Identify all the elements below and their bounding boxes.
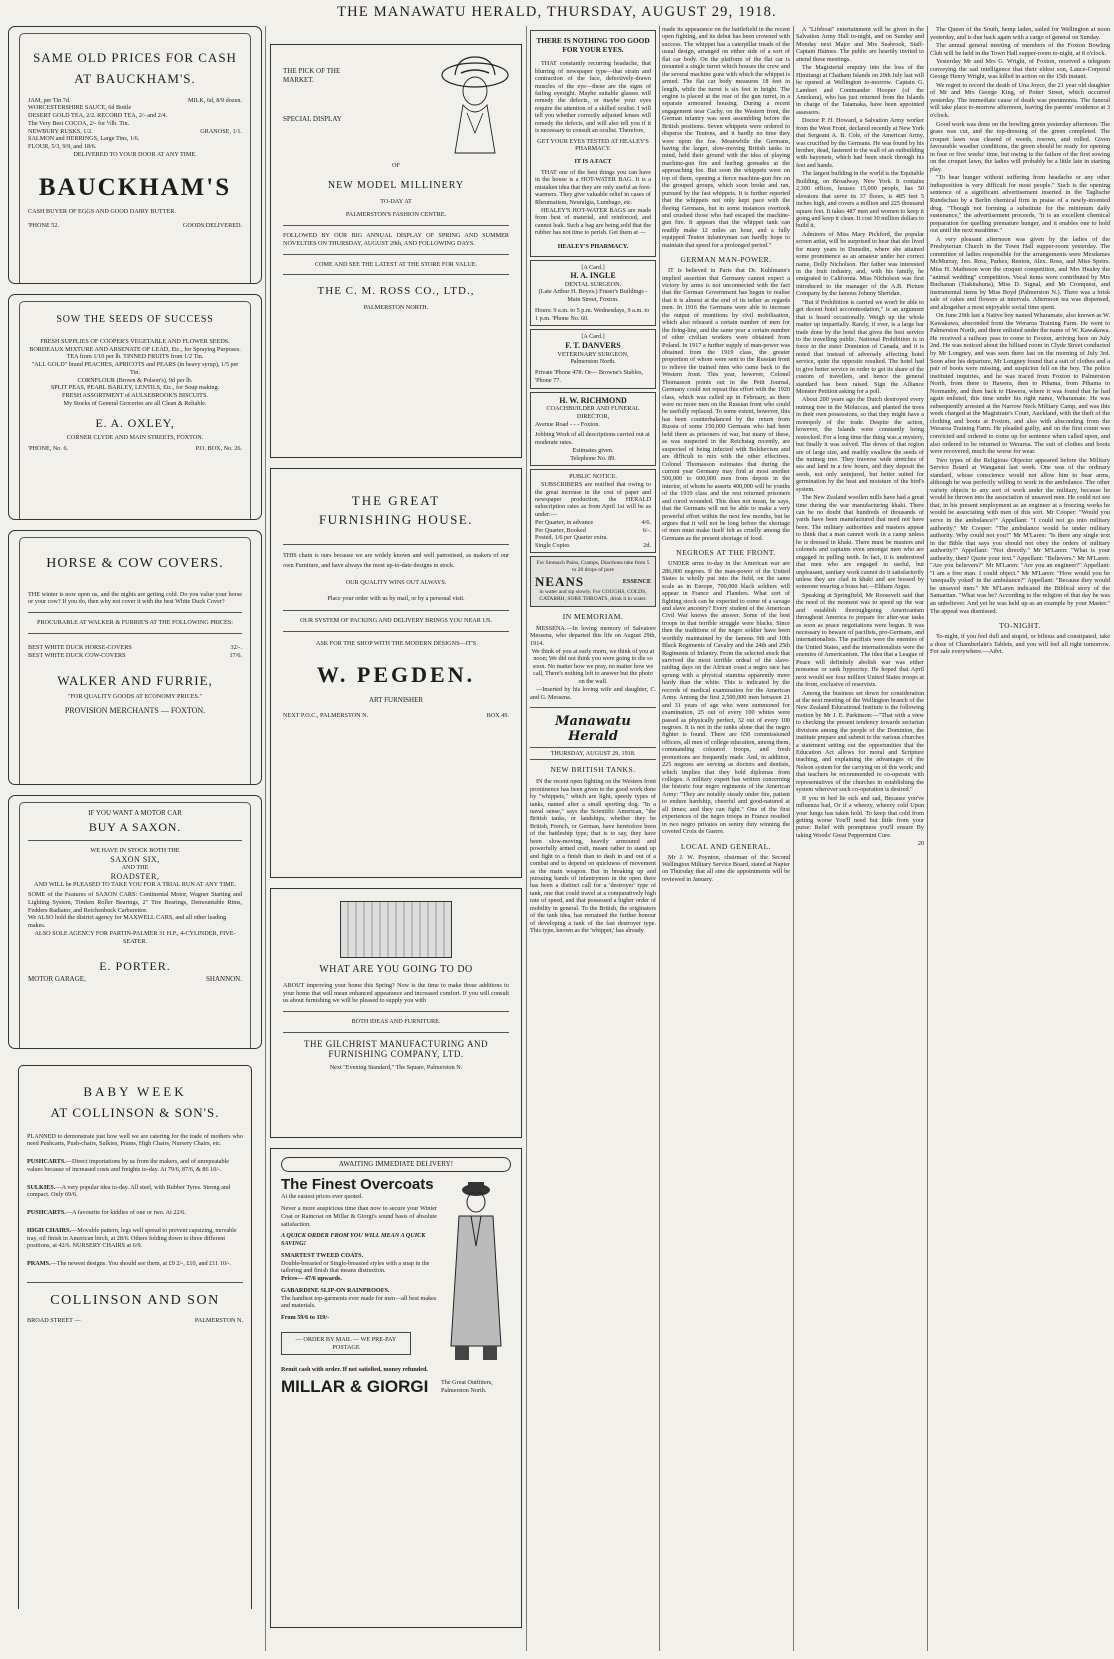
walker-title: HORSE & COW COVERS.	[46, 556, 224, 571]
millar-name: MILLAR & GIORGI	[281, 1376, 429, 1396]
millar-sub: At the easiest prices ever quoted.	[281, 1193, 363, 1201]
price-line: MILK, 6d, 8/9 dozen.	[188, 96, 242, 104]
healey-text: THAT constantly recurring headache, that blurring of newspaper type—that strain and contraction of the face, defectively-drawn muscles of the eye—these are the signs of failing eyesight. Maybe suitable glasses will remedy the defects, or maybe your eyes require the attention of a skilled oculist. I will tell you whether correctly adjusted lenses will remedy the defects, and will also tell you if it is necessary to consult an oculist. Therefore,	[535, 60, 651, 135]
column-5	[796, 26, 924, 1651]
healey-fact-text: THAT one of the best things you can have in the house is a HOT-WATER BAG. It is a mistaken idea that they are only useful as foot-warmers. They give valuable relief in cases of Rheumatism, Neuralgia, Lumbago, etc.	[535, 168, 651, 206]
oxley-line: TEA from 1/10 per lb. TINNED FRUITS from 1/2 Tin.	[66, 353, 204, 361]
collinson-prams: PRAMS.	[27, 1260, 51, 1268]
millar-tweed-text: Double-breasted or Single-breasted styles with a snap in the tailoring and finish that means distinction.	[281, 1259, 430, 1275]
card-richmond	[530, 392, 656, 467]
price-line: FLOUR, 5/3, 9/9, and 18/6.	[28, 143, 97, 151]
walker-furrie-ad	[8, 530, 262, 785]
herald-text: IN the recent open fighting on the Western front prominence has been given to the good work done by "whippets," which are light, speedy types of tanks, named after a small sporting dog. "In a naval sense," says the Scientific American, "the British tanks, or landships, whether they be British, French, or German, have heretofore been of the battleship type; that is to say, they have been slow-moving, heavily armoured and powerfully armed craft, meant rather to stand up and fight to a finish than to dash in and out of a combat and to depend on quickness of movement as the main weapon. But in breaking up and pursuing bands of infantrymen in the open there has been a distinct call for a 'destroyer' type of tank, one that could travel at a comparatively high rate of speed, and that possessed a higher order of mobility in general. To the British, the originators of the tank idea, has remained the further honour of developing a tank of the fast destroyer type. This type, known as the 'whippet,' has already	[530, 778, 656, 935]
man-in-overcoat-illustration	[441, 1176, 511, 1366]
column-4	[662, 26, 790, 1651]
collinson-highchairs-text: —Movable pattern, legs well spread to prevent capsizing, movable tray, oil finish in American birch, at 28/6. Others folding down to three different positions, at 42/6. NURSERY CHAIRS at 6/9.	[27, 1226, 237, 1250]
porter-features: SOME of the Features of SAXON CARS: Continental Motor, Wagner Starting and Lighting System, Timken Roller Bearings, 2" Tire Bearings, Demountable Rims, Fedders Radiator, and Reichenbuck Carburettor.	[28, 891, 242, 914]
neans-brand: NEANS	[535, 573, 585, 589]
millar-prices-2: From 59/6 to 119/-	[281, 1314, 330, 1322]
card-ingle	[530, 260, 656, 327]
news-paragraph: To-night, if you feel dull and stupid, or bilious and constipated, take a dose of Chamberlain's Tablets, and you will feel all right tomorrow. For sale everywhere.—Advt.	[930, 633, 1110, 656]
danvers-phone: Private 'Phone 478. Or— Browne's Stables, 'Phone 77.	[535, 369, 643, 384]
ross-special: SPECIAL DISPLAY	[283, 114, 342, 123]
article-paragraph: made its appearance on the battlefield in the recent open fighting, and its debut has been crowned with success. The whippet has a caterpillar treads of the usual design, arranged on either side of a sort of flat car body. On the platform of the flat car is mounted a single turret which houses the crew and the several machine guns with which the whippet is armed. The flat car body measures 18 feet in length, while the turret is six feet in height. The engine is placed at the rear of the gun turret, in a separate armoured housing. During a recent engagement near Cachy, on the Western front, the German infantry was seen assembling before the British positions. Seven whippets were ordered to disperse the Teutons, and it hardly no time they were upon the foe. Meanwhile the Germans, having the larger, slow-moving British tanks in mind, held their ground with the idea of playing machine-gun fire and hurling grenades at the approaching foe. But soon the whippets were on top of them, opening a fierce machine-gun fire on the grouped groups, which soon broke and ran, pursued by the fast whippets. It is further reported that the whippets not only kept pace with the fleeing Germans, but in some instances overtook and crushed those who had escaped the machine-gun fire. It appears that the whippet tank can readily make 12 miles an hour, and a fully equipped Teuton infantryman can hardly hope to maintain that speed for a prolonged period."	[662, 26, 790, 249]
bauckham-cash: CASH BUYER OF EGGS AND GOOD DAIRY BUTTER.	[28, 208, 176, 216]
ingle-text: (Late Arthur H. Boyes.) Fraser's Buildings - Main Street, Foxton.	[538, 288, 648, 304]
oxley-line: FRESH ASSORTMENT of AULSEBROOK'S BISCUITS.	[62, 392, 208, 400]
gilchrist-ad	[270, 888, 522, 1138]
pegden-place: Place your order with us by mail, or by a personal visit.	[327, 595, 465, 603]
ross-millinery: NEW MODEL MILLINERY	[327, 179, 465, 191]
price-line: The Very Best COCOA, 2/- for ½lb. Tin.	[28, 119, 130, 127]
collinson-prams-text: —The newest designs. You should see them, at £9 2/-, £10, and £11 10/-.	[50, 1260, 232, 1268]
article-heading: LOCAL AND GENERAL.	[680, 841, 772, 851]
walker-item: BEST WHITE DUCK COW-COVERS	[28, 651, 126, 659]
ross-of: OF	[392, 162, 400, 169]
collinson-pushcarts: PUSHCARTS.	[27, 1158, 66, 1166]
memoriam-verse: We think of you at early morn, we think of you at noon; We did not think you were going to die so soon. No matter how we pray, no matter how we call, There's nothing left to answer but the photo on the wall.	[531, 647, 655, 685]
collinson-pushcarts-text: —Direct importations by us from the makers, and of unrepeatable values because of increased costs and freights to-day. At 79/6, 87/6, & 86 10/-.	[27, 1158, 230, 1173]
news-paragraph: If you in bed lie sick and sad, Because you've influenza bad, Or if a wheezy, wheezy cold Upon your lungs has taken hold. To keep that cold from getting worse You'll need but little from your purse: Relief with promptness you'll ensure By taking Woods' Great Peppermint Cure.	[796, 794, 924, 839]
walker-procurable: PROCURABLE AT WALKER & FURRIE'S AT THE FOLLOWING PRICES:	[37, 619, 233, 627]
news-paragraph: Speaking at Springfield, Mr Roosevelt said that the need of the moment was to speed up the war and establish thoroughgoing Americanism throughout America to prepare for after-war tasks as soon as peace negotiations were begun. It was necessary to beware of pacifists, pro-Germans, and internationalists. The pacifists were the enemies of the United States, and the internationalists were the enemies of Americanism. The idea that a League of Peace will definitely abolish war was either nonsense or rank hypocrisy. He hoped that April next would see four million United States troops at the front, exclusive of reservists.	[796, 591, 924, 689]
article-heading: NEGROES AT THE FRONT.	[676, 548, 776, 558]
walker-name: WALKER AND FURRIE,	[57, 673, 213, 689]
herald-date: THURSDAY, AUGUST 29, 1918.	[550, 749, 636, 757]
column-3	[530, 26, 656, 1651]
pegden-title-1: THE GREAT	[351, 493, 441, 508]
column-6	[930, 26, 1110, 1651]
news-paragraph: The largest building in the world is the Equitable Building, on Broadway, New York. It contains 2,300 offices, houses 15,000 people, has 50 elevators that serve its 37 floors, is 485 feet 5 inches high, and covers a million and 225 thousand square feet. It takes 487 men and women to keep it going and keep it clean. It cost 30 million dollars to build it.	[796, 170, 924, 230]
millar-gab: GABARDINE SLIP-ON RAINPROOFS.	[281, 1286, 390, 1294]
danvers-role: VETERINARY SURGEON,	[557, 350, 629, 358]
ross-ad	[270, 44, 522, 458]
ingle-hours: Hours: 9 a.m. to 5 p.m. Wednesdays, 9 a.m. to 1 p.m. 'Phone No. 60.	[535, 306, 650, 322]
price-line: GRANOSE, 1/1.	[200, 127, 242, 135]
column-2	[270, 26, 522, 1651]
millar-text: Never a more auspicious time than now to secure your Winter Coat or Raincoat on Millar & Giorgi's sound basis of absolute satisfaction.	[281, 1205, 437, 1228]
article-paragraph: Mr J. W. Poynton, chairman of the Second Wellington Military Service Board, stated at Napier on Thursday that all sine die appointments will be reviewed in January.	[662, 853, 790, 883]
card-label: [A Card.]	[581, 263, 605, 271]
ingle-name: H. A. INGLE	[570, 271, 616, 281]
porter-trial: AND WILL be PLEASED TO TAKE YOU FOR A TRIAL RUN AT ANY TIME.	[34, 881, 236, 889]
richmond-estimates: Estimates given.	[572, 446, 614, 454]
oxley-line: BORDEAUX MIXTURE AND ARSENATE OF LEAD, Etc., for Spraying Purposes.	[29, 345, 241, 353]
pegden-quality: OUR QUALITY WINS OUT ALWAYS.	[345, 578, 447, 586]
walker-intro: THE winter is now upon us, and the nights are getting cold. Do you value your horse or your cow? If you do, then why not cover it with the best White Duck Cover?	[28, 590, 242, 606]
richmond-addr: Avenue Road - - - Foxton.	[535, 420, 600, 428]
news-paragraph: A "Lifeboat" entertainment will be given in the Salvation Army Hall to-night, and on Sunday and Monday next Major and Mrs Seabrook, Staff-Captain Haimes. The public are heartily invited to attend these meetings.	[796, 26, 924, 63]
millar-gab-text: The handiest top-garments ever made for men—all best makes and materials.	[281, 1294, 437, 1310]
news-paragraph: Among the business set down for consideration at the next meeting of the Wellington branch of the New Zealand Educational Institute is the following motion by Mr J. E. Parkinson:—"That with a view to checking the present tendency towards sectarian divisions among the people of the Dominion, the institute prepare and submit to the various churches a statement setting out the opportunities that the Education Act allows for moral and Scripture teaching, and explaining the advantages of the Nelson system for the carrying on of this work; and that teachers be recommended to co-operate with representatives of the churches in establishing the system wherever such co-operation is desired."	[796, 689, 924, 794]
healey-get: GET YOUR EYES TESTED AT HEALEY'S PHARMACY.	[537, 137, 649, 153]
millar-quick: A QUICK ORDER FROM YOU WILL MEAN A QUICK SAVING!	[281, 1232, 426, 1248]
article-paragraph: UNDER arms to-day in the American war are 286,000 negroes. If the man-power of the United States is wholly put into the field, on the same scale as in Europe, 700,000 black soldiers will appear in France and Flanders. What sort of fighting stock can be expected to come of a savage and slave ancestry? Every student of the American Civil War knows the answer. Some of the best troops in that terrible struggle were blacks. Since then the traditions of the negro soldier have been worthily maintained by the famous 9th and 10th Black Regiments of Cavalry and the 24th and 25th Regiments of Infantry. From the selected stock that survived the most terrible ordeal of the slave-raiding days on the African coast a negro race has sprung with a physical stamina apparently more hardy than the white. This is indicated by the records of medical examination for the American Army. Among the first 2,500,000 men between 21 and 31 years of age who were summoned for examination, 25 out of every 100 whites were passed as physically perfect, 32 out of every 100 negroes. It is not in the ranks alone that the negro fighter is found. There are 650 commissioned officers, all men of college education, among them, commanding coloured troops, and fresh promotions are frequently made. And, in addition, 225 negroes are serving as doctors and dentists, which implies that they hold diplomas from colleges. A military expert has written concerning the historic four negro regiments of the American Army: "They are notably steady under fire, patient to endure hardship, cheerful and good-natured at all times; and they can fight." One of the first experiences of the negro troops in France resulted in two negro privates on sentry duty winning the coveted Croix de Guerre.	[662, 560, 790, 836]
collinson-sulkies: SULKIES.	[27, 1183, 56, 1191]
herald-subhead: NEW BRITISH TANKS.	[550, 765, 636, 775]
news-paragraph: Admirers of Miss Mary Pickford, the popular screen artist, will be surprised to hear that she lived for many years in Dunedin, where she attained some prominence as an amateur under her correct name, Dolly Nicholson. Her father was interested in the fruit industry, and, with his family, he emigrated to California. Miss Nicholson was first introduced to the manager of the A.B. Picture Company by the famous Johnny Sheridan.	[796, 230, 924, 298]
oxley-ad	[8, 294, 262, 520]
pegden-ad	[270, 468, 522, 878]
hat-illustration	[441, 53, 509, 158]
notice-text: SUBSCRIBERS are notified that owing to the great increase in the cost of paper and newspaper production, the HERALD subscription rates as from April 1st will be as under:—	[535, 481, 651, 518]
oxley-box: P.O. BOX, No. 26.	[195, 445, 242, 453]
oxley-address: CORNER CLYDE AND MAIN STREETS, FOXTON.	[66, 433, 204, 441]
walker-slogan: "FOR QUALITY GOODS AT ECONOMY PRICES."	[67, 692, 203, 700]
porter-title: BUY A SAXON.	[88, 819, 182, 834]
porter-and: AND THE	[121, 864, 149, 872]
bauckham-goods: GOODS DELIVERED.	[182, 221, 242, 229]
richmond-role: COACHBUILDER AND FUNERAL DIRECTOR,	[546, 405, 640, 420]
millar-order: — ORDER BY MAIL — WE PRE-PAY POSTAGE	[281, 1332, 411, 1356]
porter-roadster: ROADSTER,	[110, 871, 160, 881]
news-paragraph: On June 29th last a Native boy named Wharamate, also known as W. Kawakawa, absconded from the Weraroa Training Farm. He went to Palmerston North, and there enlisted under the name of W. Kawakawa. He received a railway pass to come to Foxton, arriving here on July 2nd. He was noticed about the billiard room in Clyde Street conducted by Mr Longney, and was seen there last on the morning of July 3rd. Soon after his departure, Mr Longney found that a suit of clothes and a pair of boots were missing, and suspicion fell on the boy. The police instituted inquiries, and he was traced from Foxton to Palmerston North, from there to Hawera, then to Pihama, from Pihama to Normanby, and then back to Hawera, where it was found that he had again enlisted, this time under his right name, Wharamate. He was subsequently arrested at the Narrow Neck Military Camp, and was this week charged at the Magistrate's Court, Auckland, with the theft of the clothing and boots at Foxton, and also with absconding from the Weraroa Training Farm. He pleaded guilty, and on the first count was convicted and ordered to come up for sentence when called upon, and also ordered to be returned to Weraroa. The suit of clothes and boots were recovered, much the worse for wear.	[930, 312, 1110, 456]
pegden-ask: ASK FOR THE SHOP WITH THE MODERN DESIGNS—IT'S	[315, 639, 477, 647]
news-heading: TO-NIGHT.	[999, 621, 1041, 631]
ross-town: PALMERSTON NORTH.	[363, 304, 429, 312]
oxley-title: SOW THE SEEDS OF SUCCESS	[56, 314, 214, 325]
porter-pre: IF YOU WANT A MOTOR CAR	[88, 809, 182, 817]
ad-reference: 20	[917, 840, 924, 848]
news-paragraph: "But if Prohibition is carried we won't be able to get decent hotel accommodation," is an argument that is heard occasionally. Weigh up the whole matter up impartially. Rarely, if ever, is a large bar trade done by the hotel that gives the best service to the travelling public. National Prohibition is in force in the sister Dominion of Canada, and it is noted that instead of adversely affecting hotel service, quite the opposite resulted. The hotel had to give better service in order to get its share of the custom of travellers, and hence the general standard has been raised. Sign the Alliance Monster Petition asking for a poll.	[796, 298, 924, 395]
healey-fact: IT IS A FACT	[574, 158, 612, 166]
neans-sub: ESSENCE	[622, 577, 651, 585]
pegden-packing: OUR SYSTEM OF PACKING AND DELIVERY BRINGS YOU NEAR US.	[300, 617, 492, 625]
collinson-sulkies-text: —A very popular idea to-day. All steel, with Rubber Tyres. Strong and compact. Only 69/6.	[27, 1183, 231, 1199]
price-line: WORCESTERSHIRE SAUCE, 6d Bottle	[28, 104, 132, 112]
porter-ad	[8, 795, 262, 1049]
pegden-title-2: FURNISHING HOUSE.	[318, 512, 474, 528]
gilchrist-addr: Next "Evening Standard," The Square, Palmerston N.	[329, 1064, 463, 1072]
collinson-planned: PLANNED to demonstrate just how well we are catering for the trade of mothers who need Pushcarts, Push-chairs, Sulkies, Prams, High Chairs, Nursery Chairs, etc.	[27, 1132, 243, 1148]
column-1	[8, 26, 262, 1651]
millar-tweed: SMARTEST TWEED COATS.	[281, 1251, 364, 1259]
news-paragraph: Two types of the Religious Objector appeared before the Military Service Board at Wanganui last week. One was of the ordinary standard, whose conscience would not allow him to bear arms, although he was perfectly willing to work in the ambulance. The other variety objects to any sort of work under the military, because he would be thrown into the association of unsaved men. He could not see that, in his present employment as an engineer at a freezing works he would be associating with men of this sort. Mr Cooper: "Would you serve in the ambulance?" Appellant: "I could not go into military authority." Mr Cooper: "The ambulance would be under military authority. Why could not you?" Mr M'Laren: "Is there any single text in the Bible that says you should not obey the orders of military authority?" Appellant: "Not directly." Mr M'Laren: "What is your authority, then? Quote your text." Appellant: "Believers." Mr M'Laren: "Are you believers?" Mr M'Laren: "Are you an engineer?" Appellant: "I am a free man. I could object." Mr M'Laren: "How would you be 'unequally yoked' in the ambulance?" Appellant: "Because they would be unsaved men." Mr M'Laren indicated the Biblical story of the Samaritan. "What was he? According to the religion of that day he was an unbeliever. And yet he was held up as an example by your Master." The appeal was dismissed.	[930, 456, 1110, 615]
healey-title: THERE IS NOTHING TOO GOOD FOR YOUR EYES.	[536, 36, 650, 54]
neans-head: For Stomach Pains, Cramps, Diarrhoea take from 5 to 20 drops of pure	[536, 559, 650, 573]
notice-rate: Per Quarter, Booked	[535, 526, 586, 534]
collinson-pushcarts-2: PUSHCARTS.	[27, 1209, 66, 1217]
danvers-town: Palmerston North.	[570, 358, 616, 366]
porter-sole: ALSO SOLE AGENCY FOR PARTIN-PALMER 31 H.P., 4-CYLINDER, FIVE-SEATER.	[34, 929, 236, 945]
porter-agency: We ALSO hold the district agency for MAXWELL CARS, and all other leading makes.	[28, 914, 227, 930]
ross-today: TO-DAY AT	[380, 197, 412, 205]
pegden-name: W. PEGDEN.	[316, 661, 476, 687]
oxley-line: My Stocks of General Groceries are all Clean & Reliable.	[63, 399, 207, 407]
notice-rate: Posted, 1/6 per Quarter extra.	[535, 533, 608, 541]
millar-remit: Remit cash with order. If not satisfied, money refunded.	[281, 1365, 428, 1373]
collinson-title-2: AT COLLINSON & SON'S.	[50, 1105, 220, 1121]
notice-rate: Per Quarter, in advance	[535, 519, 594, 527]
bauckham-delivered: DELIVERED TO YOUR DOOR AT ANY TIME.	[73, 150, 197, 158]
article-paragraph: IT is believed in Paris that Dr. Kuhlmann's implied assertion that Germany cannot expect a victory by arms is not unconnected with the fact that the German Government has begun to realise that it is almost at the end of its tether as regards men. In 1916 the Germans were able to increase the output of munitions by civil mobilisation, which also released a certain number of men for the firing-line, and the same year a certain number of other civilian workers were obtained from Poland. In 1917 a further supply of man-power was obtained from the 1919 class, the greater proportion of whom were sent to the Russian front to relieve the trained men who came back to the Western front. This year, however, Colonel Thomasson points out in the Petit Journal, Germany could not repeat this effort with the 1920 class, which was called up in February, as there were no more men on the Russian front who could be usefully replaced. To some extent, however, this has been counterbalanced by the return from Russia of some 150,000 Germans who had been held there as prisoners of war, but many of these, as was suspected in the Reichstag recently, are suspected of being infected with Bolshevism and are difficult to mix with the other effectives. Colonel Thomasson estimates that during the current year Germany may find at most another 500,000 to 600,000 men from depots in the interior, of whom he asserts 400,000 will be youths of the 1919 class and the rest returned prisoners and cured wounded. This does not mean, he says, that the Germans will not be able to make a very powerful effort within the next few months, but he argues that it will not be long before the shortage of men must make itself felt as cruelly among the Germans as the present shortage of food.	[662, 267, 790, 542]
herald-name: Manawatu Herald	[555, 714, 631, 745]
news-paragraph: The New Zealand woollen mills have had a great time during the war manufacturing khaki. There can be no doubt that hundreds of thousands of yards have been manufactured that need not have been. The military authorities and masters appear to think that a man cannot work in a camp unless he is dressed in khaki. There must be musters and colonels and captains even amongst men who are engaged in pulling teeth. In fact, it is understood that men who are engaged in useful, but unpleasant, sanitary work cannot do it satisfactorily unless they are clad in khaki and are bossed by someone wearing a brass hat.—Eltham Argus.	[796, 494, 924, 591]
memoriam-from: —Inserted by his loving wife and daughter, C. and G. Messena.	[530, 686, 656, 701]
oxley-line: CORNFLOUR (Brown & Polson's), 9d per lb.	[77, 376, 193, 384]
news-paragraph: The Magisterial enquiry into the loss of the Himitangi at Chatham Islands on 29th July last will be opened at Wellington to-morrow. Captain G. Lambert and Commander Hooper (of the Amokura), who has just returned from the Islands in charge of the Tatamaka, have been appointed assessors.	[796, 64, 924, 116]
ross-come: COME AND SEE THE LATEST AT THE STORE FOR VALUE.	[314, 260, 478, 268]
pegden-art: ART FURNISHER	[368, 695, 424, 704]
ross-name: THE C. M. ROSS CO., LTD.,	[317, 285, 475, 298]
bauckham-phone: 'PHONE 52.	[28, 221, 60, 229]
news-paragraph: About 200 years ago the Dutch destroyed every nutmeg tree in the Moluccas, and planted the trees in their own possessions, so that they might have a monopoly of the trade. Despite the action, however, the Islands were constantly being restocked. For a long time the thing was a mystery, but finally it was solved. The doves of that region are of large size, and readily swallow the seeds of the nutmeg tree. They traverse wide stretches of sea and land in a few hours, and they deposit the seeds, not only uninjured, but better suited for germination by the heat and moisture of the bird's system.	[796, 396, 924, 493]
news-paragraph: Doctor P. H. Howard, a Salvation Army worker from the West Front, declared recently at New York that Sergeant A. B. Cole, of the American Army, was crucified by the Germans. He was found by his brother, dead, fastened to the wall of an outbuilding with bayonets, which had been stuck through his feet and hands.	[796, 117, 924, 169]
gilchrist-both: BOTH IDEAS AND FURNITURE.	[351, 1018, 441, 1026]
collinson-title-1: BABY WEEK	[83, 1084, 187, 1099]
notice-rate-value: 4/6.	[641, 519, 651, 527]
collinson-street: BROAD STREET —	[27, 1317, 81, 1325]
neans-ad	[530, 556, 656, 607]
porter-garage: MOTOR GARAGE,	[28, 975, 86, 984]
pegden-box: BOX 49.	[486, 712, 509, 720]
collinson-ad	[8, 1059, 262, 1609]
millar-title: The Finest Overcoats	[281, 1175, 434, 1193]
healey-bags: HEALEY'S HOT-WATER BAGS are made from best of material, and reinforced, and cannot leak. Such a bag are being sold that the rubber has not time to perish. Get them at —	[535, 207, 651, 237]
richmond-telephone: Telephone No. 89.	[570, 454, 616, 462]
richmond-name: H. W. RICHMOND	[559, 395, 627, 405]
oxley-line: SPLIT PEAS, PEARL BARLEY, LENTILS, Etc., for Soup making.	[50, 384, 220, 392]
walker-price: 32/-.	[230, 643, 242, 651]
bauckham-title-2: AT BAUCKHAM'S.	[74, 71, 196, 87]
news-paragraph: Yesterday Mr and Mrs G. Wright, of Foxton, received a telegram conveying the sad intelligence that their eldest son, Lance-Corporal George Henry Wright, was killed in action on the 15th instant.	[930, 58, 1110, 81]
news-paragraph: The annual general meeting of members of the Foxton Bowling Club will be held in the Town Hall supper-room to-night, at 8 o'clock.	[930, 42, 1110, 57]
collinson-name: COLLINSON AND SON	[50, 1292, 220, 1308]
memoriam-title: IN MEMORIAM.	[562, 611, 624, 621]
walker-merchants: PROVISION MERCHANTS — FOXTON.	[64, 706, 206, 716]
notice-rate-value: 6/-.	[642, 526, 651, 534]
millar-prices-1: Prices— 47/6 upwards.	[281, 1275, 343, 1283]
collinson-pushcarts-2-text: —A favourite for kiddies of one or two. At 22/6.	[65, 1209, 186, 1217]
public-notice	[530, 469, 656, 553]
card-label: [A Card.]	[581, 333, 605, 341]
bauckham-ad	[8, 26, 262, 284]
porter-name: E. PORTER.	[99, 959, 171, 974]
collinson-highchairs: HIGH CHAIRS.	[27, 1226, 72, 1234]
oxley-line: FRESH SUPPLIES OF COOPER'S VEGETABLE AND FLOWER SEEDS.	[40, 337, 230, 345]
oxley-name: E. A. OXLEY,	[95, 415, 175, 430]
price-line: SALMON and HERRINGS, Large Tins, 1/6.	[28, 135, 140, 143]
ross-pick: THE PICK OF THE MARKET.	[283, 67, 341, 84]
ross-centre: PALMERSTON'S FASHION CENTRE.	[345, 211, 447, 219]
price-line: NEWBURY RUSKS, 1/2.	[28, 127, 93, 135]
millar-awaiting: AWAITING IMMEDIATE DELIVERY!	[281, 1157, 511, 1172]
ingle-role: DENTAL SURGEON.	[564, 280, 622, 288]
notice-title: PUBLIC NOTICE.	[569, 473, 617, 481]
gilchrist-text: ABOUT improving your home this Spring? Now is the time to make those additions to your home that will mean enhanced appearance and increased comfort. If you will consult us about furnishing we will be pleased to supply you with	[283, 981, 509, 1005]
card-danvers	[530, 329, 656, 388]
notice-rate-value: 2d.	[643, 541, 651, 549]
millar-giorgi-ad	[270, 1148, 522, 1628]
news-paragraph: The Queen of the South, hemp laden, sailed for Wellington at noon yesterday, and is due back again with a cargo of general on Sunday.	[930, 26, 1110, 41]
bauckham-name: BAUCKHAM'S	[38, 173, 232, 201]
furniture-illustration	[340, 901, 452, 958]
millar-outfit: The Great Outfitters, Palmerston North.	[441, 1378, 493, 1394]
porter-town: SHANNON.	[206, 975, 242, 984]
healey-ad	[530, 30, 656, 257]
porter-stock: WE HAVE IN STOCK BOTH THE	[90, 846, 180, 854]
walker-item: BEST WHITE DUCK HORSE-COVERS	[28, 643, 132, 651]
news-paragraph: We regret to record the death of Una Joyce, the 21 year old daughter of Mr and Mrs George King, of Potter Street, which occurred yesterday. The immediate cause of death was pneumonia. The funeral will take place to-morrow afternoon, leaving the parents' residence at 3 o'clock.	[930, 81, 1110, 120]
richmond-text: Jobbing Work of all descriptions carried out at moderate rates.	[535, 431, 650, 447]
pegden-text: THIS chain is ours because we are widely known and well patronised, as makers of our own Furniture, and have always the most up-to-date designs in stock.	[283, 551, 509, 569]
porter-six: SAXON SIX,	[110, 854, 160, 864]
gilchrist-title: WHAT ARE YOU GOING TO DO	[319, 964, 473, 975]
notice-rate: Single Copies	[535, 541, 570, 549]
news-paragraph: A very pleasant afternoon was given by the ladies of the Presbyterian Church in the Town Hall supper-room yesterday. The committee of ladies responsible for the arrangements were Mesdames McMurray, Jno. Ross, Parkes, Renton, Alex. Ross, and Miss Speirs. Miss H. Matheson won the croquet competition, and Mrs Healey the "animal wedding" competition. Vocal items were contributed by Mrs Buchanan (Tiakitahuna), Miss D. Signal, and Mr Cronquest, and instrumental items by Miss Boyd (Palmerston N.). There was a brisk sale of cakes and flowers at intervals. Afternoon tea was dispensed, and altogether a most enjoyable social time spent.	[930, 235, 1110, 311]
neans-foot: in water and sip slowly. For COUGHS, COLDS, CATARRH, SORE THROATS, drink it in water.	[539, 589, 647, 602]
walker-price: 17/6.	[229, 651, 242, 659]
oxley-line: "ALL GOLD" brand PEACHES, APRICOTS and PEARS (in heavy syrup), 1/5 per Tin.	[31, 361, 239, 376]
memoriam-text: MESSENA.—In loving memory of Salvatore Messena, who departed this life on August 29th, 1914.	[530, 624, 656, 647]
news-paragraph: Good work was done on the bowling green yesterday afternoon. The grass was cut, and the top-dressing of the green completed. The croquet lawn was cleared of weeds, resown, and rolled. Given favourable weather conditions, the green should be ready for opening in four or five weeks' time, but owing to the failure of the first sowing on the croquet lawn, the ladies will probably be a little late in starting play.	[930, 120, 1110, 173]
news-paragraph: "To bear hunger without suffering from headache or any other indisposition is very difficult for most people." Such is the opening sentence of a significant advertisement inserted in the Taglische Rundschau by a Berlin chemical firm in praise of a newly-invented drug. "Though not forming a substitute for the minimum daily sustenance," the advertisement proceeds, "it is an excellent chemical preparation for quelling premature hunger, and it enables one to hold out until the next mealtime."	[930, 174, 1110, 235]
ross-followed: FOLLOWED BY OUR BIG ANNUAL DISPLAY OF SPRING AND SUMMER NOVELTIES ON THURSDAY, AUGUST 29th, AND FOLLOWING DAYS.	[283, 232, 509, 247]
article-heading: GERMAN MAN-POWER.	[680, 255, 772, 265]
pegden-next: NEXT P.O.C., PALMERSTON N.	[283, 712, 369, 720]
healey-name: HEALEY'S PHARMACY.	[557, 242, 629, 250]
price-line: DESERT GOLD TEA, 2/2. RECORD TEA, 2/- and 2/4.	[28, 112, 168, 120]
danvers-name: F. T. DANVERS	[565, 341, 621, 351]
masthead: THE MANAWATU HERALD, THURSDAY, AUGUST 29, 1918.	[337, 4, 777, 20]
oxley-phone: 'PHONE, No. 6.	[28, 445, 69, 453]
collinson-town: PALMERSTON N.	[194, 1317, 243, 1325]
gilchrist-name: THE GILCHRIST MANUFACTURING AND FURNISHING COMPANY, LTD.	[304, 1038, 488, 1060]
bauckham-title-1: SAME OLD PRICES FOR CASH	[33, 50, 237, 65]
price-line: JAM, per Tin 7d.	[28, 96, 71, 104]
